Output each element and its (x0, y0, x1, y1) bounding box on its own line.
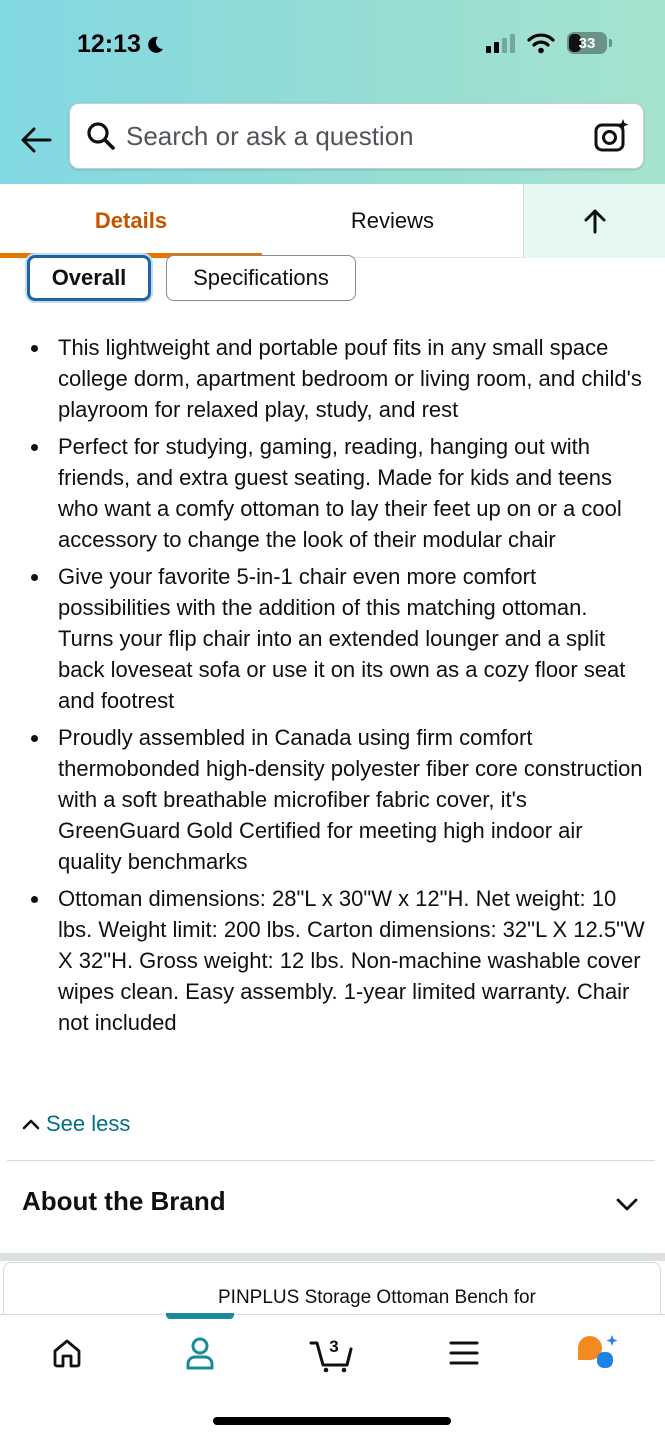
chip-overall-label: Overall (51, 265, 127, 290)
recommendation-title: PINPLUS Storage Ottoman Bench for (218, 1287, 536, 1308)
nav-home[interactable] (37, 1333, 97, 1373)
tab-bar (0, 184, 665, 258)
section-separator (0, 1253, 665, 1261)
camera-icon[interactable] (593, 118, 629, 154)
see-less-link[interactable] (22, 1111, 130, 1137)
scroll-top-button[interactable] (523, 184, 665, 258)
tab-details-label: Details (94, 208, 168, 233)
battery-level: 33 (578, 34, 596, 52)
back-arrow-icon (20, 126, 52, 154)
search-bar[interactable] (69, 103, 644, 169)
status-icons (486, 32, 607, 54)
search-input[interactable] (126, 121, 566, 152)
nav-menu[interactable] (434, 1333, 494, 1373)
recommendation-card[interactable] (3, 1262, 661, 1322)
about-brand-heading[interactable]: About the Brand (22, 1186, 226, 1216)
feature-bullet: This lightweight and portable pouf fits in any small space college dorm, apartment bedroom or living room, and child's playroom for relaxed play, study, and rest (27, 332, 647, 425)
rufus-icon (576, 1334, 618, 1372)
feature-bullet: Perfect for studying, gaming, reading, hanging out with friends, and extra guest seating. Made for kids and teens who want a comfy ottoman to lay their feet up on or a cool accessory to change the look of their modular chair (27, 431, 647, 555)
clock-text: 12:13 (77, 30, 141, 58)
back-button[interactable] (16, 120, 56, 160)
moon-icon (145, 35, 165, 55)
chevron-down-icon[interactable] (615, 1192, 639, 1216)
divider (7, 1160, 655, 1161)
feature-bullet: Give your favorite 5-in-1 chair even more comfort possibilities with the addition of this matching ottoman. Turns your flip chair into an extended lounger and a split back loveseat sofa or use it on its own as a cozy floor seat and footrest (27, 561, 647, 716)
signal-icon (486, 33, 515, 53)
tab-reviews-label: Reviews (350, 208, 435, 233)
see-less-label: See less (46, 1111, 131, 1136)
nav-cart[interactable] (302, 1333, 362, 1373)
home-icon (51, 1337, 83, 1369)
feature-bullet: Ottoman dimensions: 28"L x 30"W x 12"H. Net weight: 10 lbs. Weight limit: 200 lbs. Carton dimensions: 32"L X 12.5"W X 32"H. Gross weight: 12 lbs. Non-machine washable cover wipes clean. Easy assembly. 1-year limited warranty. Chair not included (27, 883, 647, 1038)
cart-icon (309, 1333, 355, 1373)
chevron-up-icon (22, 1118, 40, 1130)
search-icon (86, 121, 116, 151)
wifi-icon (527, 32, 555, 54)
arrow-up-icon (583, 208, 607, 234)
tab-reviews[interactable] (262, 184, 523, 258)
active-tab-indicator (166, 1313, 234, 1319)
home-indicator (213, 1417, 451, 1425)
feature-bullets (27, 332, 647, 1044)
cart-count: 3 (329, 1337, 339, 1356)
nav-rufus[interactable] (567, 1333, 627, 1373)
chip-overall[interactable] (27, 255, 151, 301)
battery-icon (567, 32, 607, 54)
chip-specifications-label: Specifications (193, 265, 329, 290)
feature-bullet: Proudly assembled in Canada using firm comfort thermobonded high-density polyester fiber core construction with a soft breathable microfiber fabric cover, it's GreenGuard Gold Certified for meeting high indoor air quality benchmarks (27, 722, 647, 877)
profile-icon (184, 1336, 216, 1370)
tab-details[interactable] (0, 184, 262, 258)
chip-specifications[interactable] (166, 255, 356, 301)
nav-profile[interactable] (170, 1333, 230, 1373)
status-time (77, 30, 165, 59)
header (0, 0, 665, 184)
bottom-nav (0, 1314, 665, 1440)
menu-icon (448, 1339, 480, 1367)
